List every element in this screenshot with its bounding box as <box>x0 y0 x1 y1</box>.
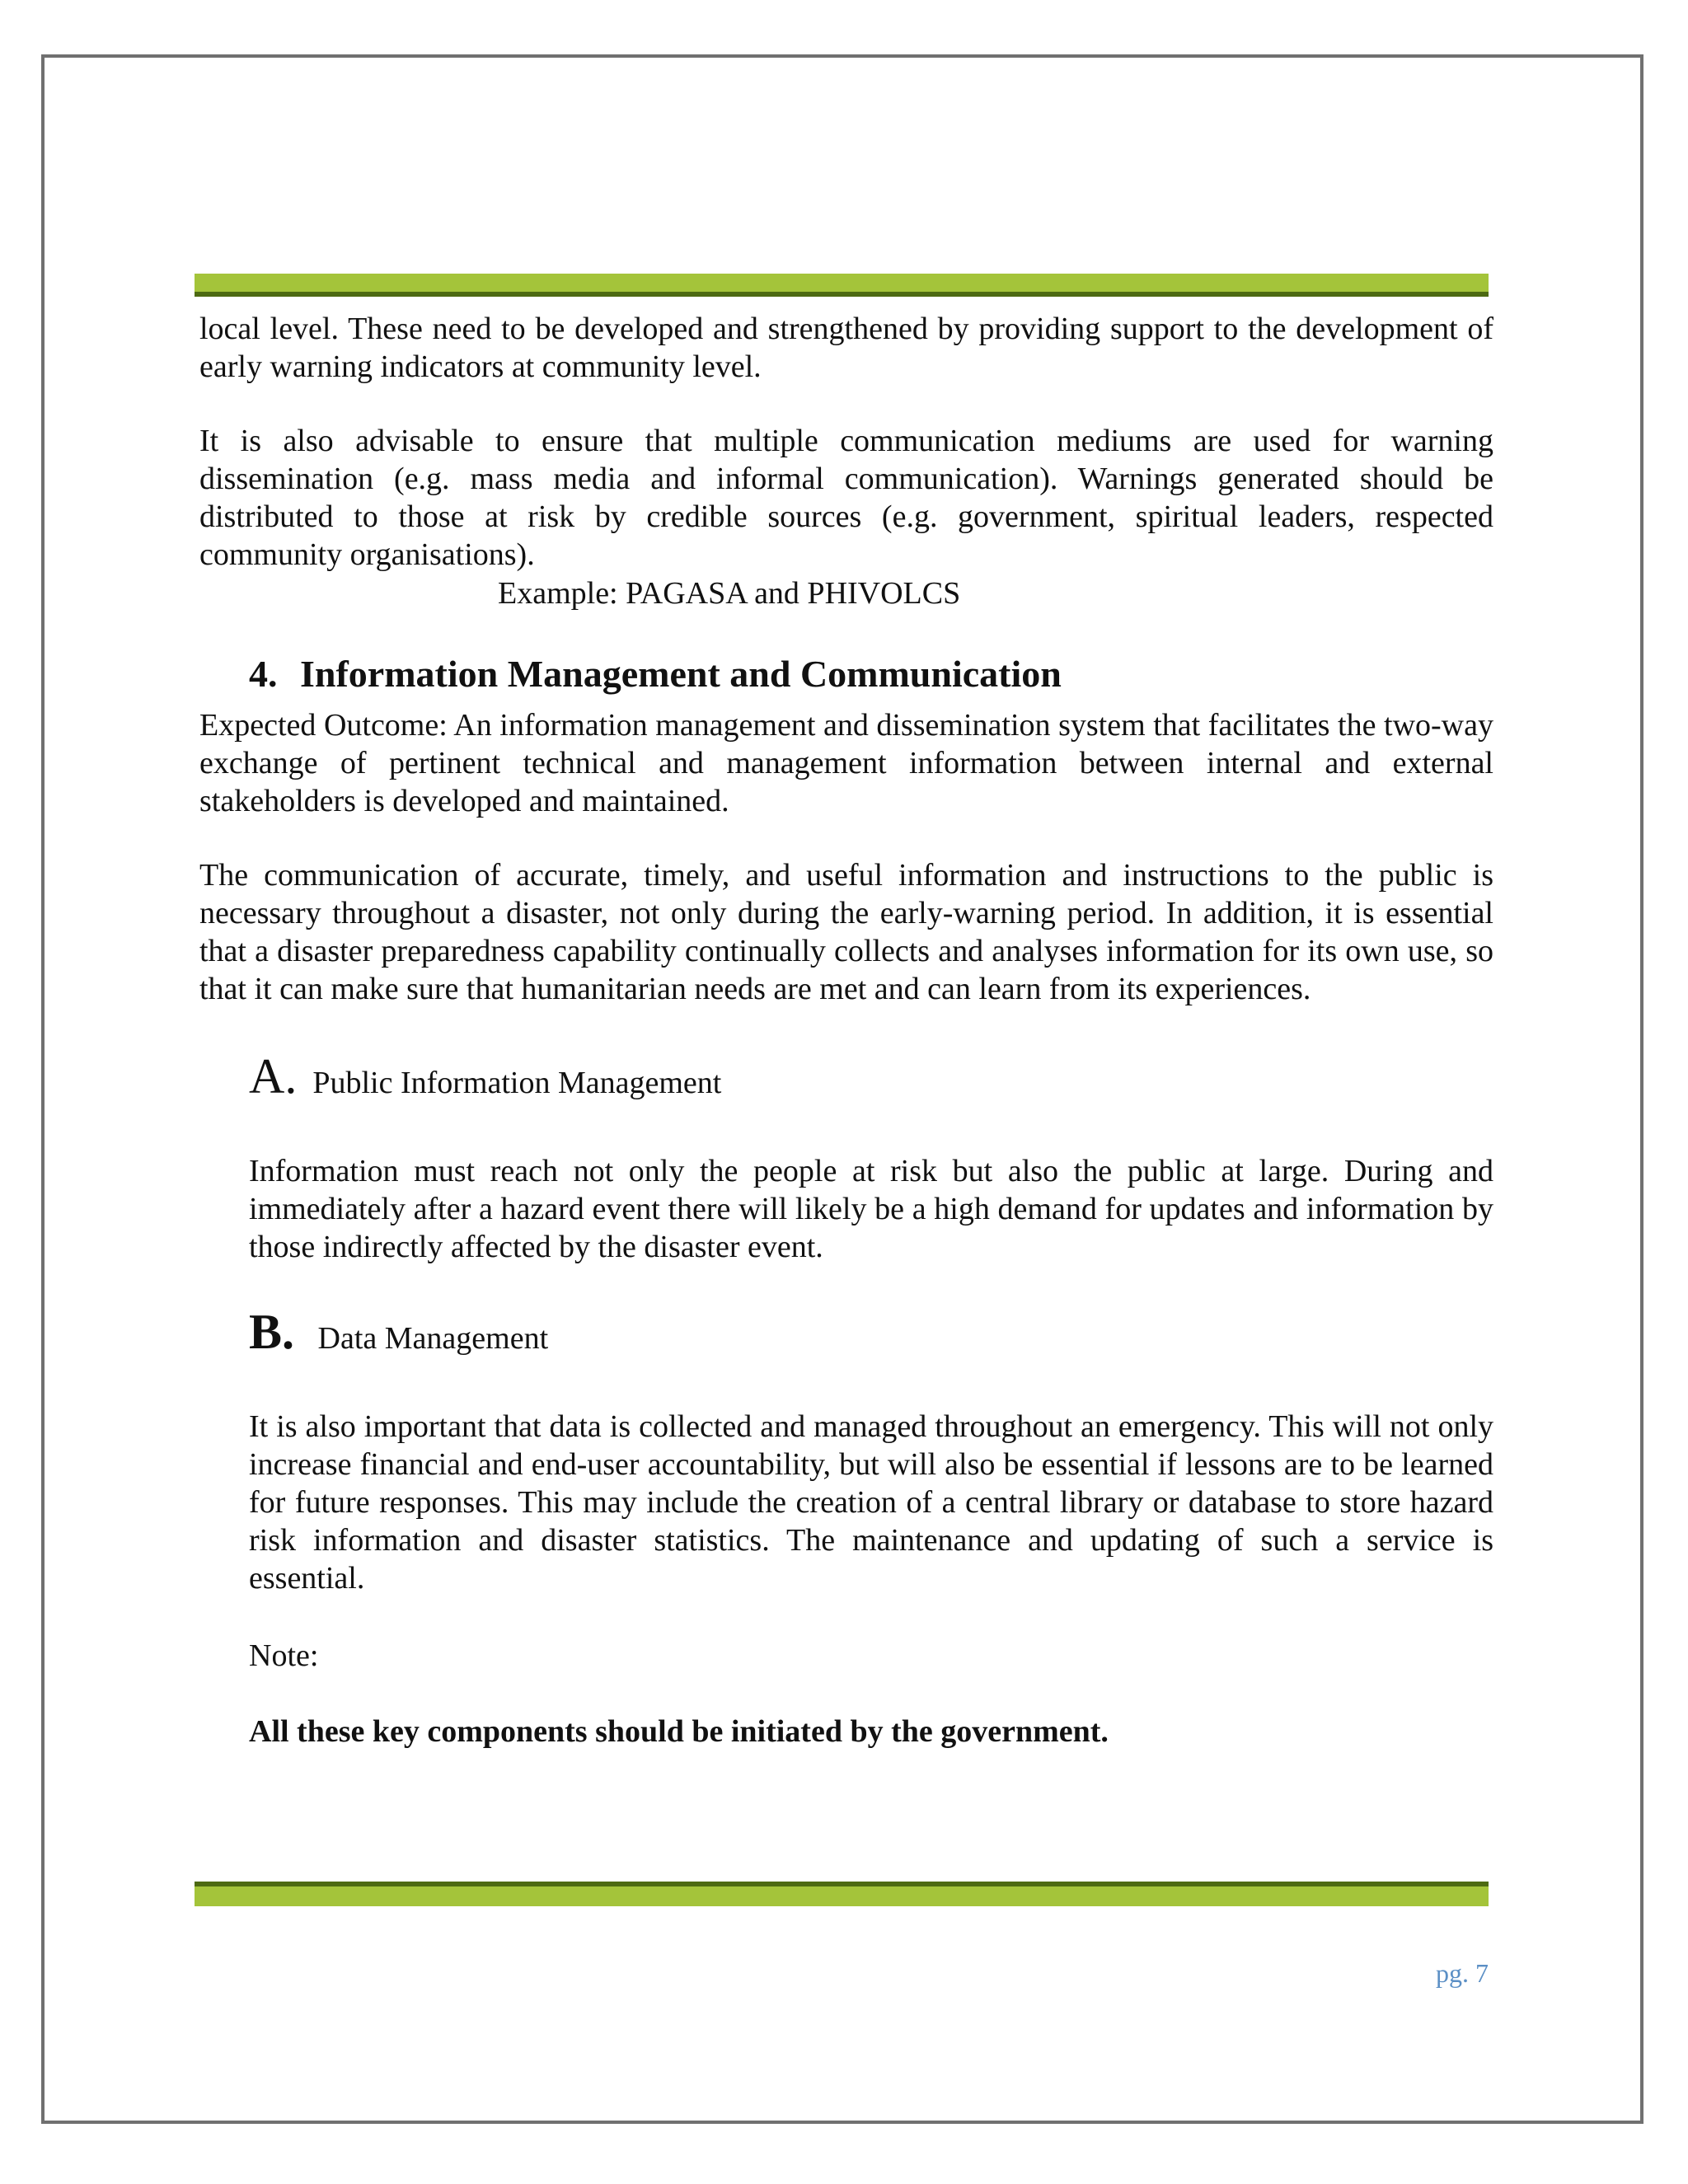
section-title: Information Management and Communication <box>300 653 1062 695</box>
paragraph-communication-intro: The communication of accurate, timely, and useful information and instructions to the public is necessary throughout a disaster, not only during the early-warning period. In addition, it is essential that a disaster preparedness capability continually collects and analyses information for its own use, so that it can make sure that humanitarian needs are met and can learn from its experiences. <box>199 858 1493 1006</box>
paragraph-communication-mediums: It is also advisable to ensure that multiple communication mediums are used for warning dissemination (e.g. mass media and informal communication). Warnings generated should be distributed to those at risk by credible sources (e.g. government, spiritual leaders, respected community organisations). <box>199 424 1493 572</box>
subsection-b-letter: B. <box>249 1305 295 1359</box>
subsection-a-title: Public Information Management <box>312 1066 722 1100</box>
paragraph-local-level: local level. These need to be developed and strengthened by providing support to the development of early warning indicators at community level. <box>199 312 1493 384</box>
header-rule-dark <box>195 292 1489 297</box>
footer-rule-light <box>195 1886 1489 1906</box>
example-line: Example: PAGASA and PHIVOLCS <box>498 576 961 611</box>
subsection-b-body: It is also important that data is collected and managed throughout an emergency. This will not only increase financial and end-user accountability, but will also be essential if lessons are to be learned for future responses. This may include the creation of a central library or database to store hazard risk information and disaster statistics. The maintenance and updating of such a service is essential. <box>249 1409 1493 1596</box>
page-number: pg. 7 <box>1436 1958 1489 1988</box>
subsection-a-letter: A. <box>249 1049 298 1104</box>
subsection-b-heading <box>249 1307 548 1357</box>
footer-rule <box>195 1882 1489 1906</box>
section-heading <box>249 651 1062 697</box>
subsection-a-body: Information must reach not only the people at risk but also the public at large. During and immediately after a hazard event there will likely be a high demand for updates and information by those indirectly affected by the disaster event. <box>249 1154 1493 1264</box>
header-rule-light <box>195 274 1489 292</box>
note-label: Note: <box>249 1638 319 1673</box>
header-rule <box>195 274 1489 297</box>
section-number: 4. <box>249 653 278 695</box>
expected-outcome: Expected Outcome: An information management and dissemination system that facilitates the two-way exchange of pertinent technical and management information between internal and external stakeholders is developed and maintained. <box>199 708 1493 818</box>
subsection-a-heading <box>249 1049 722 1104</box>
subsection-b-title: Data Management <box>317 1321 549 1356</box>
note-text: All these key components should be initiated by the government. <box>249 1714 1109 1749</box>
